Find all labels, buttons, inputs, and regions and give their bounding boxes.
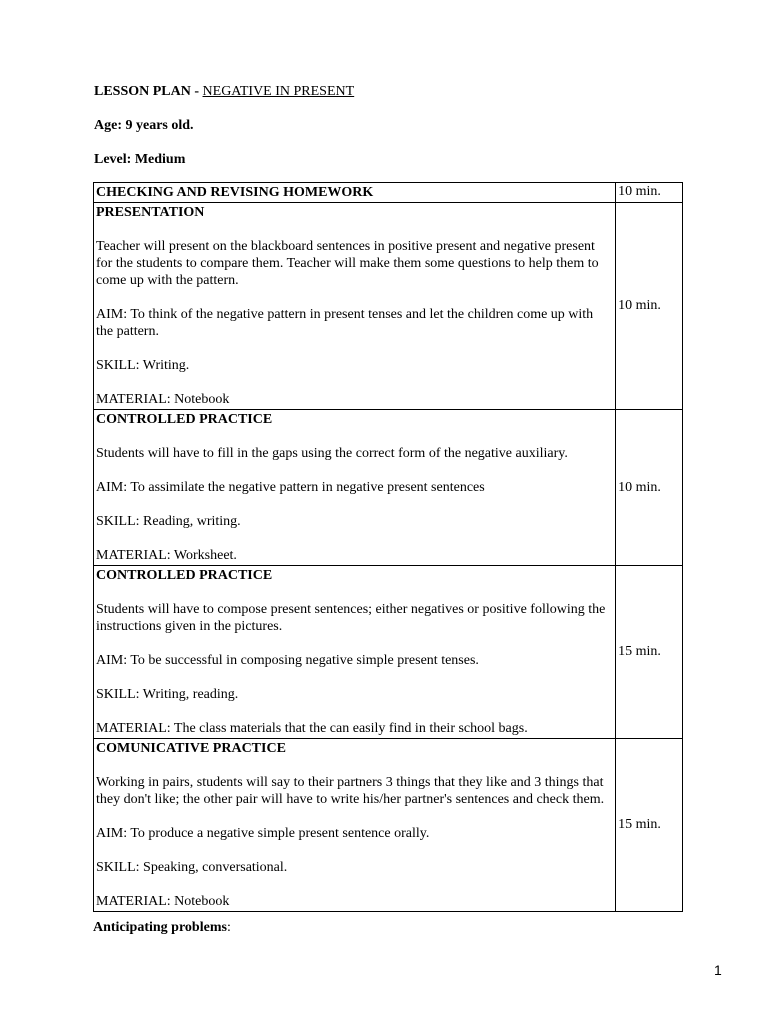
activity-paragraph: SKILL: Writing. bbox=[96, 358, 190, 373]
activity-duration: 10 min. bbox=[616, 203, 683, 410]
activity-cell bbox=[94, 566, 616, 739]
anticipating-colon: : bbox=[226, 920, 231, 935]
activity-paragraph: AIM: To assimilate the negative pattern in negative present sentences bbox=[96, 480, 485, 495]
title-topic: NEGATIVE IN PRESENT bbox=[202, 84, 355, 99]
table-row bbox=[94, 203, 683, 410]
activity-paragraph: MATERIAL: Worksheet. bbox=[96, 548, 237, 563]
activity-paragraph: SKILL: Reading, writing. bbox=[96, 514, 241, 529]
table-row bbox=[94, 566, 683, 739]
activity-paragraph: MATERIAL: The class materials that the can easily find in their school bags. bbox=[96, 721, 528, 736]
activity-paragraph: AIM: To think of the negative pattern in present tenses and let the children come up with the pattern. bbox=[96, 307, 594, 339]
table-row bbox=[94, 410, 683, 566]
activity-title: CHECKING AND REVISING HOMEWORK bbox=[96, 185, 374, 200]
activity-paragraph: AIM: To be successful in composing negative simple present tenses. bbox=[96, 653, 479, 668]
age-line: Age: 9 years old. bbox=[94, 118, 194, 133]
activity-cell bbox=[94, 203, 616, 410]
page-number: 1 bbox=[714, 962, 722, 978]
activity-paragraph: Students will have to compose present sentences; either negatives or positive following the instructions given in the pictures. bbox=[96, 602, 606, 634]
activity-paragraph: Teacher will present on the blackboard sentences in positive present and negative present for the students to compare them. Teacher will make them some questions to help them to come up with the pattern. bbox=[96, 239, 599, 288]
activity-duration: 10 min. bbox=[616, 183, 683, 203]
anticipating-label: Anticipating problems bbox=[93, 920, 227, 935]
activity-title: PRESENTATION bbox=[96, 205, 205, 220]
table-row bbox=[94, 183, 683, 203]
activity-paragraph: Students will have to fill in the gaps using the correct form of the negative auxiliary. bbox=[96, 446, 568, 461]
activity-title: CONTROLLED PRACTICE bbox=[96, 568, 273, 583]
anticipating-problems bbox=[93, 919, 231, 936]
level-line: Level: Medium bbox=[94, 152, 186, 167]
table-row bbox=[94, 739, 683, 912]
activity-paragraph: MATERIAL: Notebook bbox=[96, 392, 230, 407]
activity-paragraph: SKILL: Writing, reading. bbox=[96, 687, 239, 702]
lesson-plan-table bbox=[93, 182, 683, 912]
activity-duration: 15 min. bbox=[616, 739, 683, 912]
title-prefix: LESSON PLAN - bbox=[94, 84, 203, 99]
activity-paragraph: SKILL: Speaking, conversational. bbox=[96, 860, 288, 875]
activity-paragraph: Working in pairs, students will say to their partners 3 things that they like and 3 things that they don't like; the other pair will have to write his/her partner's sentences and check them. bbox=[96, 775, 605, 807]
activity-cell bbox=[94, 739, 616, 912]
activity-paragraph: MATERIAL: Notebook bbox=[96, 894, 230, 909]
activity-title: CONTROLLED PRACTICE bbox=[96, 412, 273, 427]
document-title bbox=[94, 83, 354, 100]
activity-duration: 10 min. bbox=[616, 410, 683, 566]
activity-cell bbox=[94, 410, 616, 566]
activity-title: COMUNICATIVE PRACTICE bbox=[96, 741, 286, 756]
activity-cell bbox=[94, 183, 616, 203]
activity-paragraph: AIM: To produce a negative simple present sentence orally. bbox=[96, 826, 430, 841]
activity-duration: 15 min. bbox=[616, 566, 683, 739]
